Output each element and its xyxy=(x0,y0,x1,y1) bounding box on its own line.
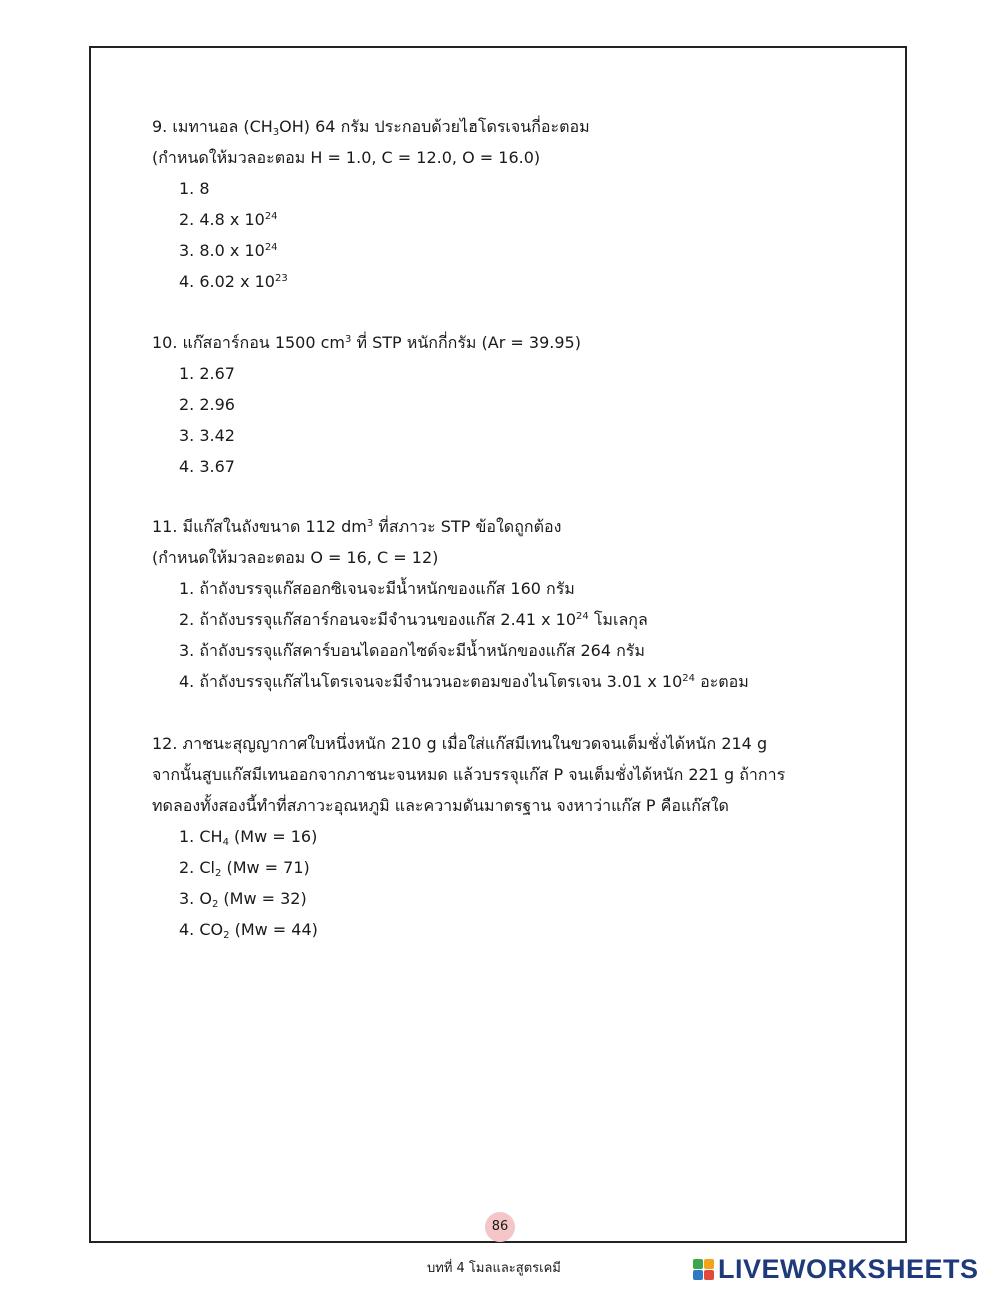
liveworksheets-icon xyxy=(693,1259,714,1280)
question-9-stem: 9. เมทานอล $(CH_3OH)$ 64 กรัม ประกอบด้วยไฮโดรเจนกี่อะตอม xyxy=(152,117,590,138)
question-10-option-1[interactable]: 1. 2.67 xyxy=(179,364,235,383)
question-11-option-1[interactable]: 1. ถ้าถังบรรจุแก๊สออกซิเจนจะมีน้ำหนักของแก๊ส 160 กรัม xyxy=(179,579,575,598)
question-10-option-3[interactable]: 3. 3.42 xyxy=(179,426,235,445)
question-11-option-3[interactable]: 3. ถ้าถังบรรจุแก๊สคาร์บอนไดออกไซด์จะมีน้ำหนักของแก๊ส 264 กรัม xyxy=(179,641,645,660)
liveworksheets-logo[interactable] xyxy=(693,1254,979,1285)
question-9-given: (กำหนดให้มวลอะตอม H = 1.0, C = 12.0, O = 16.0) xyxy=(152,148,541,167)
question-10-option-2[interactable]: 2. 2.96 xyxy=(179,395,235,414)
page-number-badge: 86 xyxy=(485,1212,515,1242)
question-12-option-2[interactable]: 2. $Cl_2$ (Mw = 71) xyxy=(179,858,310,879)
question-9-option-4[interactable]: 4. 6.02 x $10^{23}$ xyxy=(179,272,288,291)
question-12-option-1[interactable]: 1. $CH_4$ (Mw = 16) xyxy=(179,827,318,848)
question-10-option-4[interactable]: 4. 3.67 xyxy=(179,457,235,476)
question-9 xyxy=(152,111,872,297)
chapter-title: บทที่ 4 โมลและสูตรเคมี xyxy=(427,1261,561,1276)
question-11-option-2[interactable]: 2. ถ้าถังบรรจุแก๊สอาร์กอนจะมีจำนวนของแก๊ส 2.41 x $10^{24}$ โมเลกุล xyxy=(179,610,648,629)
question-11-given: (กำหนดให้มวลอะตอม O = 16, C = 12) xyxy=(152,548,439,567)
question-11 xyxy=(152,511,872,697)
question-12-option-3[interactable]: 3. $O_2$ (Mw = 32) xyxy=(179,889,307,910)
question-12-stem-line-2: จากนั้นสูบแก๊สมีเทนออกจากภาชนะจนหมด แล้วบรรจุแก๊ส P จนเต็มชั่งได้หนัก 221 g ถ้าการ xyxy=(152,765,786,784)
question-12 xyxy=(152,728,872,945)
question-12-stem-line-3: ทดลองทั้งสองนี้ทำที่สภาวะอุณหภูมิ และความดันมาตรฐาน จงหาว่าแก๊ส P คือแก๊สใด xyxy=(152,796,729,815)
question-9-option-2[interactable]: 2. 4.8 x $10^{24}$ xyxy=(179,210,278,229)
liveworksheets-wordmark: LIVEWORKSHEETS xyxy=(718,1254,979,1284)
question-12-stem-line-1: 12. ภาชนะสุญญากาศใบหนึ่งหนัก 210 g เมื่อใส่แก๊สมีเทนในขวดจนเต็มชั่งได้หนัก 214 g xyxy=(152,734,768,753)
question-9-option-1[interactable]: 1. 8 xyxy=(179,179,210,198)
question-12-option-4[interactable]: 4. $CO_2$ (Mw = 44) xyxy=(179,920,318,941)
question-11-stem: 11. มีแก๊สในถังขนาด 112 $dm^3$ ที่สภาวะ STP ข้อใดถูกต้อง xyxy=(152,517,562,536)
question-10 xyxy=(152,327,872,482)
question-11-option-4[interactable]: 4. ถ้าถังบรรจุแก๊สไนโตรเจนจะมีจำนวนอะตอมของไนโตรเจน 3.01 x $10^{24}$ อะตอม xyxy=(179,672,749,691)
question-9-option-3[interactable]: 3. 8.0 x $10^{24}$ xyxy=(179,241,278,260)
question-10-stem: 10. แก๊สอาร์กอน 1500 $cm^3$ ที่ STP หนักกี่กรัม (Ar = 39.95) xyxy=(152,333,581,352)
